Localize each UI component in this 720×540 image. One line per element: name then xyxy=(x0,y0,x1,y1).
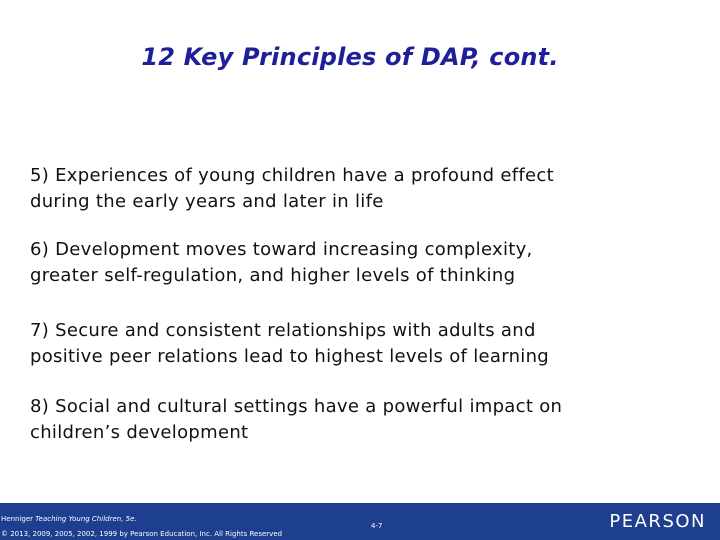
principle-line: children’s development xyxy=(30,422,249,443)
principle-item-7 xyxy=(30,318,690,370)
principle-line: 5) Experiences of young children have a profound effect xyxy=(30,165,554,186)
footer-bar xyxy=(0,503,720,540)
footer-book-title: Teaching Young Children, 5e. xyxy=(35,515,137,523)
principle-line: greater self-regulation, and higher levels of thinking xyxy=(30,265,516,286)
footer-copyright: © 2013, 2009, 2005, 2002, 1999 by Pearson Education, Inc. All Rights Reserved xyxy=(1,530,283,538)
footer-author: Henniger xyxy=(1,515,36,523)
principle-line: 7) Secure and consistent relationships with adults and xyxy=(30,320,536,341)
pearson-logo: PEARSON xyxy=(609,511,706,532)
footer-citation xyxy=(1,515,137,523)
principle-line: during the early years and later in life xyxy=(30,191,384,212)
slide-title: 12 Key Principles of DAP, cont. xyxy=(141,43,559,71)
principle-line: positive peer relations lead to highest levels of learning xyxy=(30,346,550,367)
principle-line: 6) Development moves toward increasing complexity, xyxy=(30,239,533,260)
principle-line: 8) Social and cultural settings have a powerful impact on xyxy=(30,396,563,417)
principle-item-6 xyxy=(30,237,690,289)
page-number: 4-7 xyxy=(371,522,383,530)
principle-item-8 xyxy=(30,394,690,446)
principle-item-5 xyxy=(30,163,690,215)
